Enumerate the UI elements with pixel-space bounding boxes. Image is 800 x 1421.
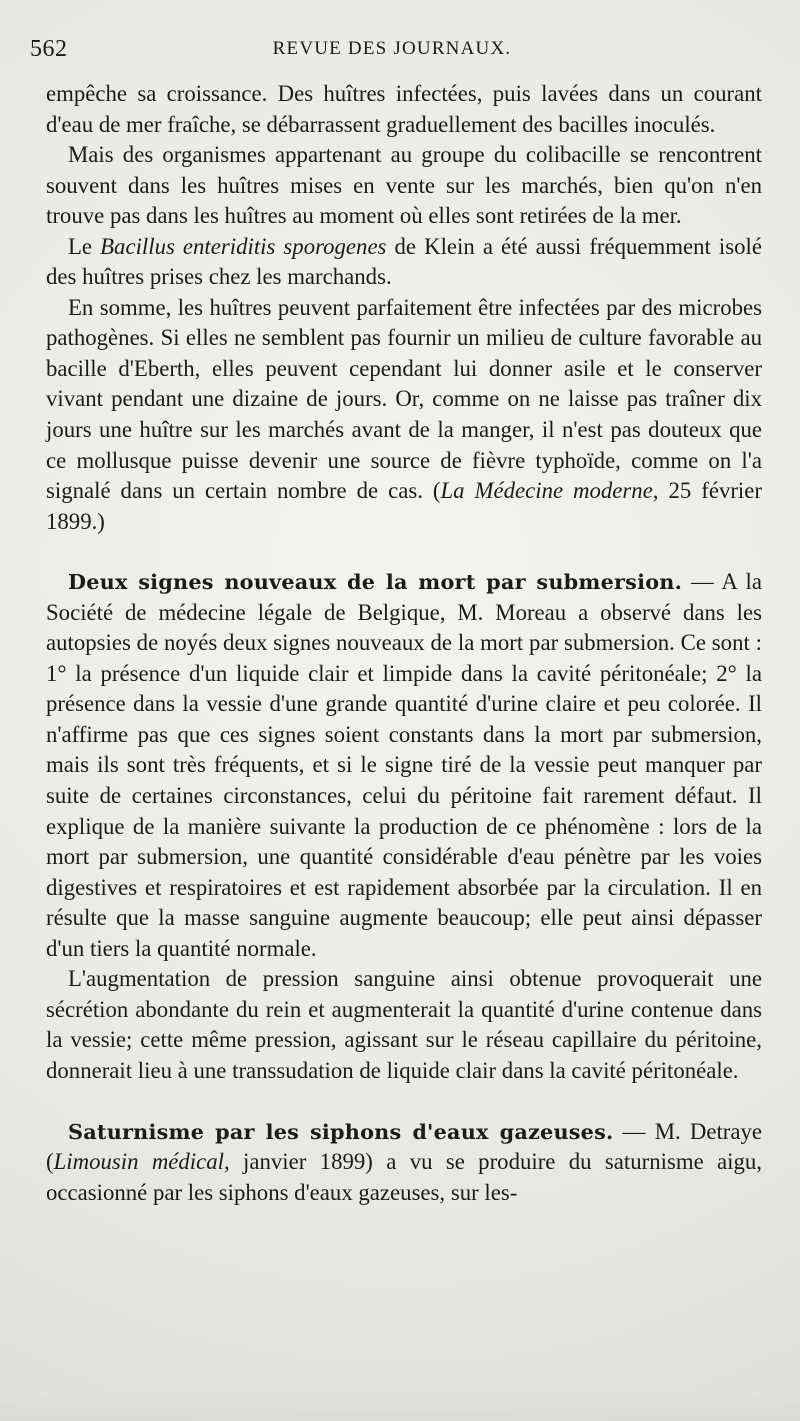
paragraph-bacillus-suffix: de Klein a été aussi fréquemment isolé des huîtres prises chez les marchands. bbox=[46, 233, 762, 290]
submersion-separator: — bbox=[682, 569, 722, 595]
saturnism-title: Saturnisme par les siphons d'eaux gazeuses. bbox=[68, 1118, 614, 1144]
page-header bbox=[30, 36, 754, 66]
submersion-lead-text: A la Société de médecine légale de Belgique, M. Moreau a observé dans les autopsies de noyés deux signes nouveaux de la mort par submersion. Ce sont : 1° la présence d'un liquide clair et limpide dans la cavité péritonéale; 2° la présence dans la vessie d'une grande quantité d'urine claire et peu colorée. Il n'affirme pas que ces signes soient constants dans la mort par submersion, mais ils sont très fréquents, et si le signe tiré de la vessie peut manquer par suite de certaines circonstances, celui du péritoine fait rarement défaut. Il explique de la manière suivante la production de ce phénomène : lors de la mort par submersion, une quantité considérable d'eau pénètre par les voies digestives et respiratoires et est rapidement absorbée par la circulation. Il en résulte que la masse sanguine augmente beaucoup; elle peut ainsi dépasser d'un tiers la quantité normale. bbox=[46, 569, 763, 961]
bacillus-name: Bacillus enteriditis sporogenes bbox=[100, 233, 387, 259]
paragraph-bacillus-klein bbox=[46, 232, 762, 293]
running-title: REVUE DES JOURNAUX. bbox=[272, 38, 512, 59]
saturnism-lead bbox=[46, 1117, 762, 1209]
summary-text: En somme, les huîtres peuvent parfaitement être infectées par des microbes pathogènes. Si elles ne semblent pas fournir un milieu de culture favorable au bacille d'Eberth, elles peuvent cependant lui donner asile et le conserver vivant pendant une dizaine de jours. Or, comme on ne laisse pas traîner dix jours une huître sur les marchés avant de la manger, il n'est pas douteux que ce mollusque puisse devenir une source de fièvre typhoïde, comme on l'a signalé dans un certain nombre de cas. ( bbox=[46, 294, 762, 504]
article-body bbox=[46, 79, 762, 1208]
submersion-lead bbox=[46, 567, 762, 964]
saturnism-lead-suffix: janvier 1899) a vu se produire du saturnisme aigu, occasionné par les siphons d'eaux gazeuses, sur les- bbox=[46, 1149, 762, 1205]
saturnism-separator: — bbox=[613, 1118, 655, 1144]
page-bottom-shadow bbox=[0, 1391, 800, 1421]
paragraph-bacillus-prefix: Le bbox=[68, 233, 101, 259]
section-saturnism bbox=[46, 1117, 762, 1209]
section-submersion bbox=[46, 567, 762, 1086]
paragraph-summary bbox=[46, 293, 762, 537]
saturnism-source: Limousin médical, bbox=[53, 1149, 230, 1175]
citation-date: 25 février 1899.) bbox=[46, 478, 762, 534]
paragraph-colibacillus: Mais des organismes appartenant au groupe du colibacille se rencontrent souvent dans les huîtres mises en vente sur les marchés, bien qu'on n'en trouve pas dans les huîtres au moment où elles sont retirées de la mer. bbox=[46, 142, 762, 229]
paragraph-oyster-cleaning: empêche sa croissance. Des huîtres infectées, puis lavées dans un courant d'eau de mer fraîche, se débarrassent graduellement des bacilles inoculés. bbox=[46, 81, 762, 137]
submersion-title: Deux signes nouveaux de la mort par submersion. bbox=[68, 569, 683, 595]
citation-title: La Médecine moderne, bbox=[440, 478, 659, 504]
page-number: 562 bbox=[30, 36, 68, 62]
submersion-continuation: L'augmentation de pression sanguine ainsi obtenue provoquerait une sécrétion abondante du rein et augmenterait la quantité d'urine contenue dans la vessie; cette même pression, agissant sur le réseau capillaire du péritoine, donnerait lieu à une transsudation de liquide clair dans la cavité péritonéale. bbox=[46, 966, 762, 1083]
saturnism-lead-prefix: M. Detraye ( bbox=[46, 1118, 763, 1175]
